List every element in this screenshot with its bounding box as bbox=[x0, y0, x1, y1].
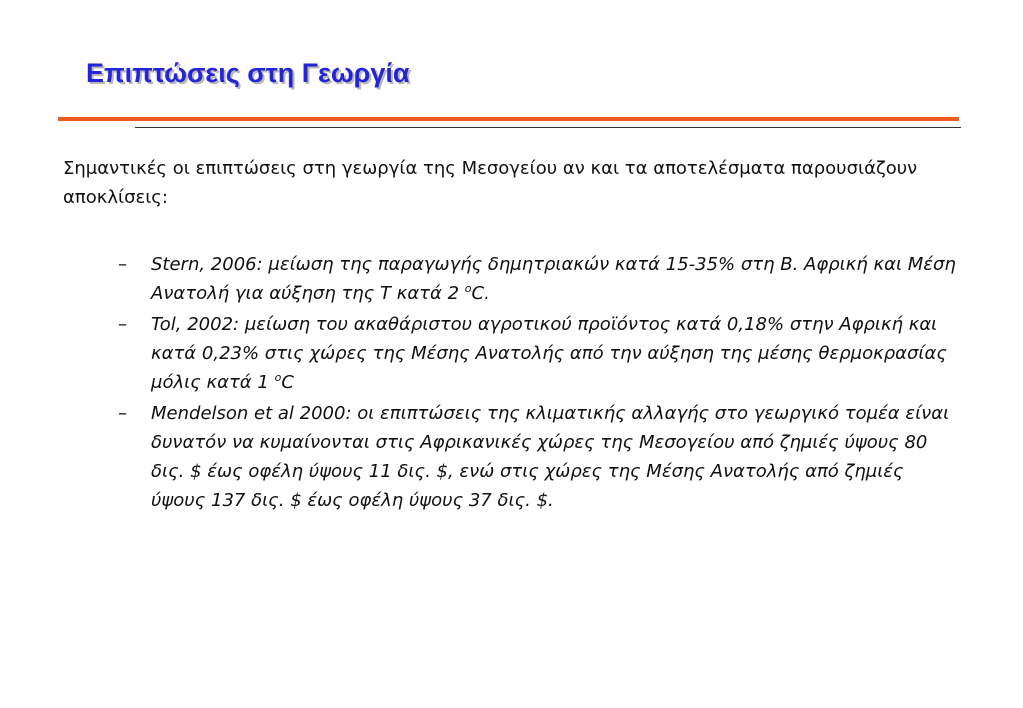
bullet-text-end: C. bbox=[471, 283, 490, 304]
intro-paragraph: Σημαντικές οι επιπτώσεις στη γεωργία της Μεσογείου αν και τα αποτελέσματα παρουσιάζουν αποκλίσεις: bbox=[63, 158, 918, 208]
bullet-text bbox=[151, 399, 961, 515]
title-rule-accent bbox=[58, 117, 959, 121]
bullet-text-end: C bbox=[281, 372, 294, 393]
bullet-dash: – bbox=[118, 254, 127, 275]
bullet-item-mendelson bbox=[110, 399, 990, 515]
title-rule-thin bbox=[135, 127, 961, 128]
bullet-dash: – bbox=[118, 314, 127, 335]
degree-superscript: ο bbox=[274, 371, 282, 384]
bullet-list bbox=[110, 250, 990, 517]
bullet-text bbox=[151, 250, 961, 308]
degree-superscript: ο bbox=[464, 282, 472, 295]
bullet-item-tol bbox=[110, 310, 990, 397]
bullet-item-stern bbox=[110, 250, 990, 308]
slide-title: Επιπτώσεις στη Γεωργία bbox=[86, 58, 410, 88]
bullet-text-main: Mendelson et al 2000: οι επιπτώσεις της κλιματικής αλλαγής στο γεωργικό τομέα είναι δυνατόν να κυμαίνονται στις Αφρικανικές χώρες της Μεσογείου από ζημιές ύψους 80 δις. $ έως οφέλη ύψους 11 δις. $, ενώ στις χώρες της Μέσης Ανατολής από ζημιές ύψους 137 δις. $ έως οφέλη ύψους 37 δις. $. bbox=[151, 403, 950, 511]
bullet-text bbox=[151, 310, 961, 397]
bullet-dash: – bbox=[118, 403, 127, 424]
bullet-text-main: Stern, 2006: μείωση της παραγωγής δημητριακών κατά 15-35% στη Β. Αφρική και Μέση Ανατολή για αύξηση της Τ κατά 2 bbox=[151, 254, 956, 304]
bullet-text-main: Tol, 2002: μείωση του ακαθάριστου αγροτικού προϊόντος κατά 0,18% στην Αφρική και κατά 0,23% στις χώρες της Μέσης Ανατολής από την αύξηση της μέσης θερμοκρασίας μόλις κατά 1 bbox=[151, 314, 947, 393]
